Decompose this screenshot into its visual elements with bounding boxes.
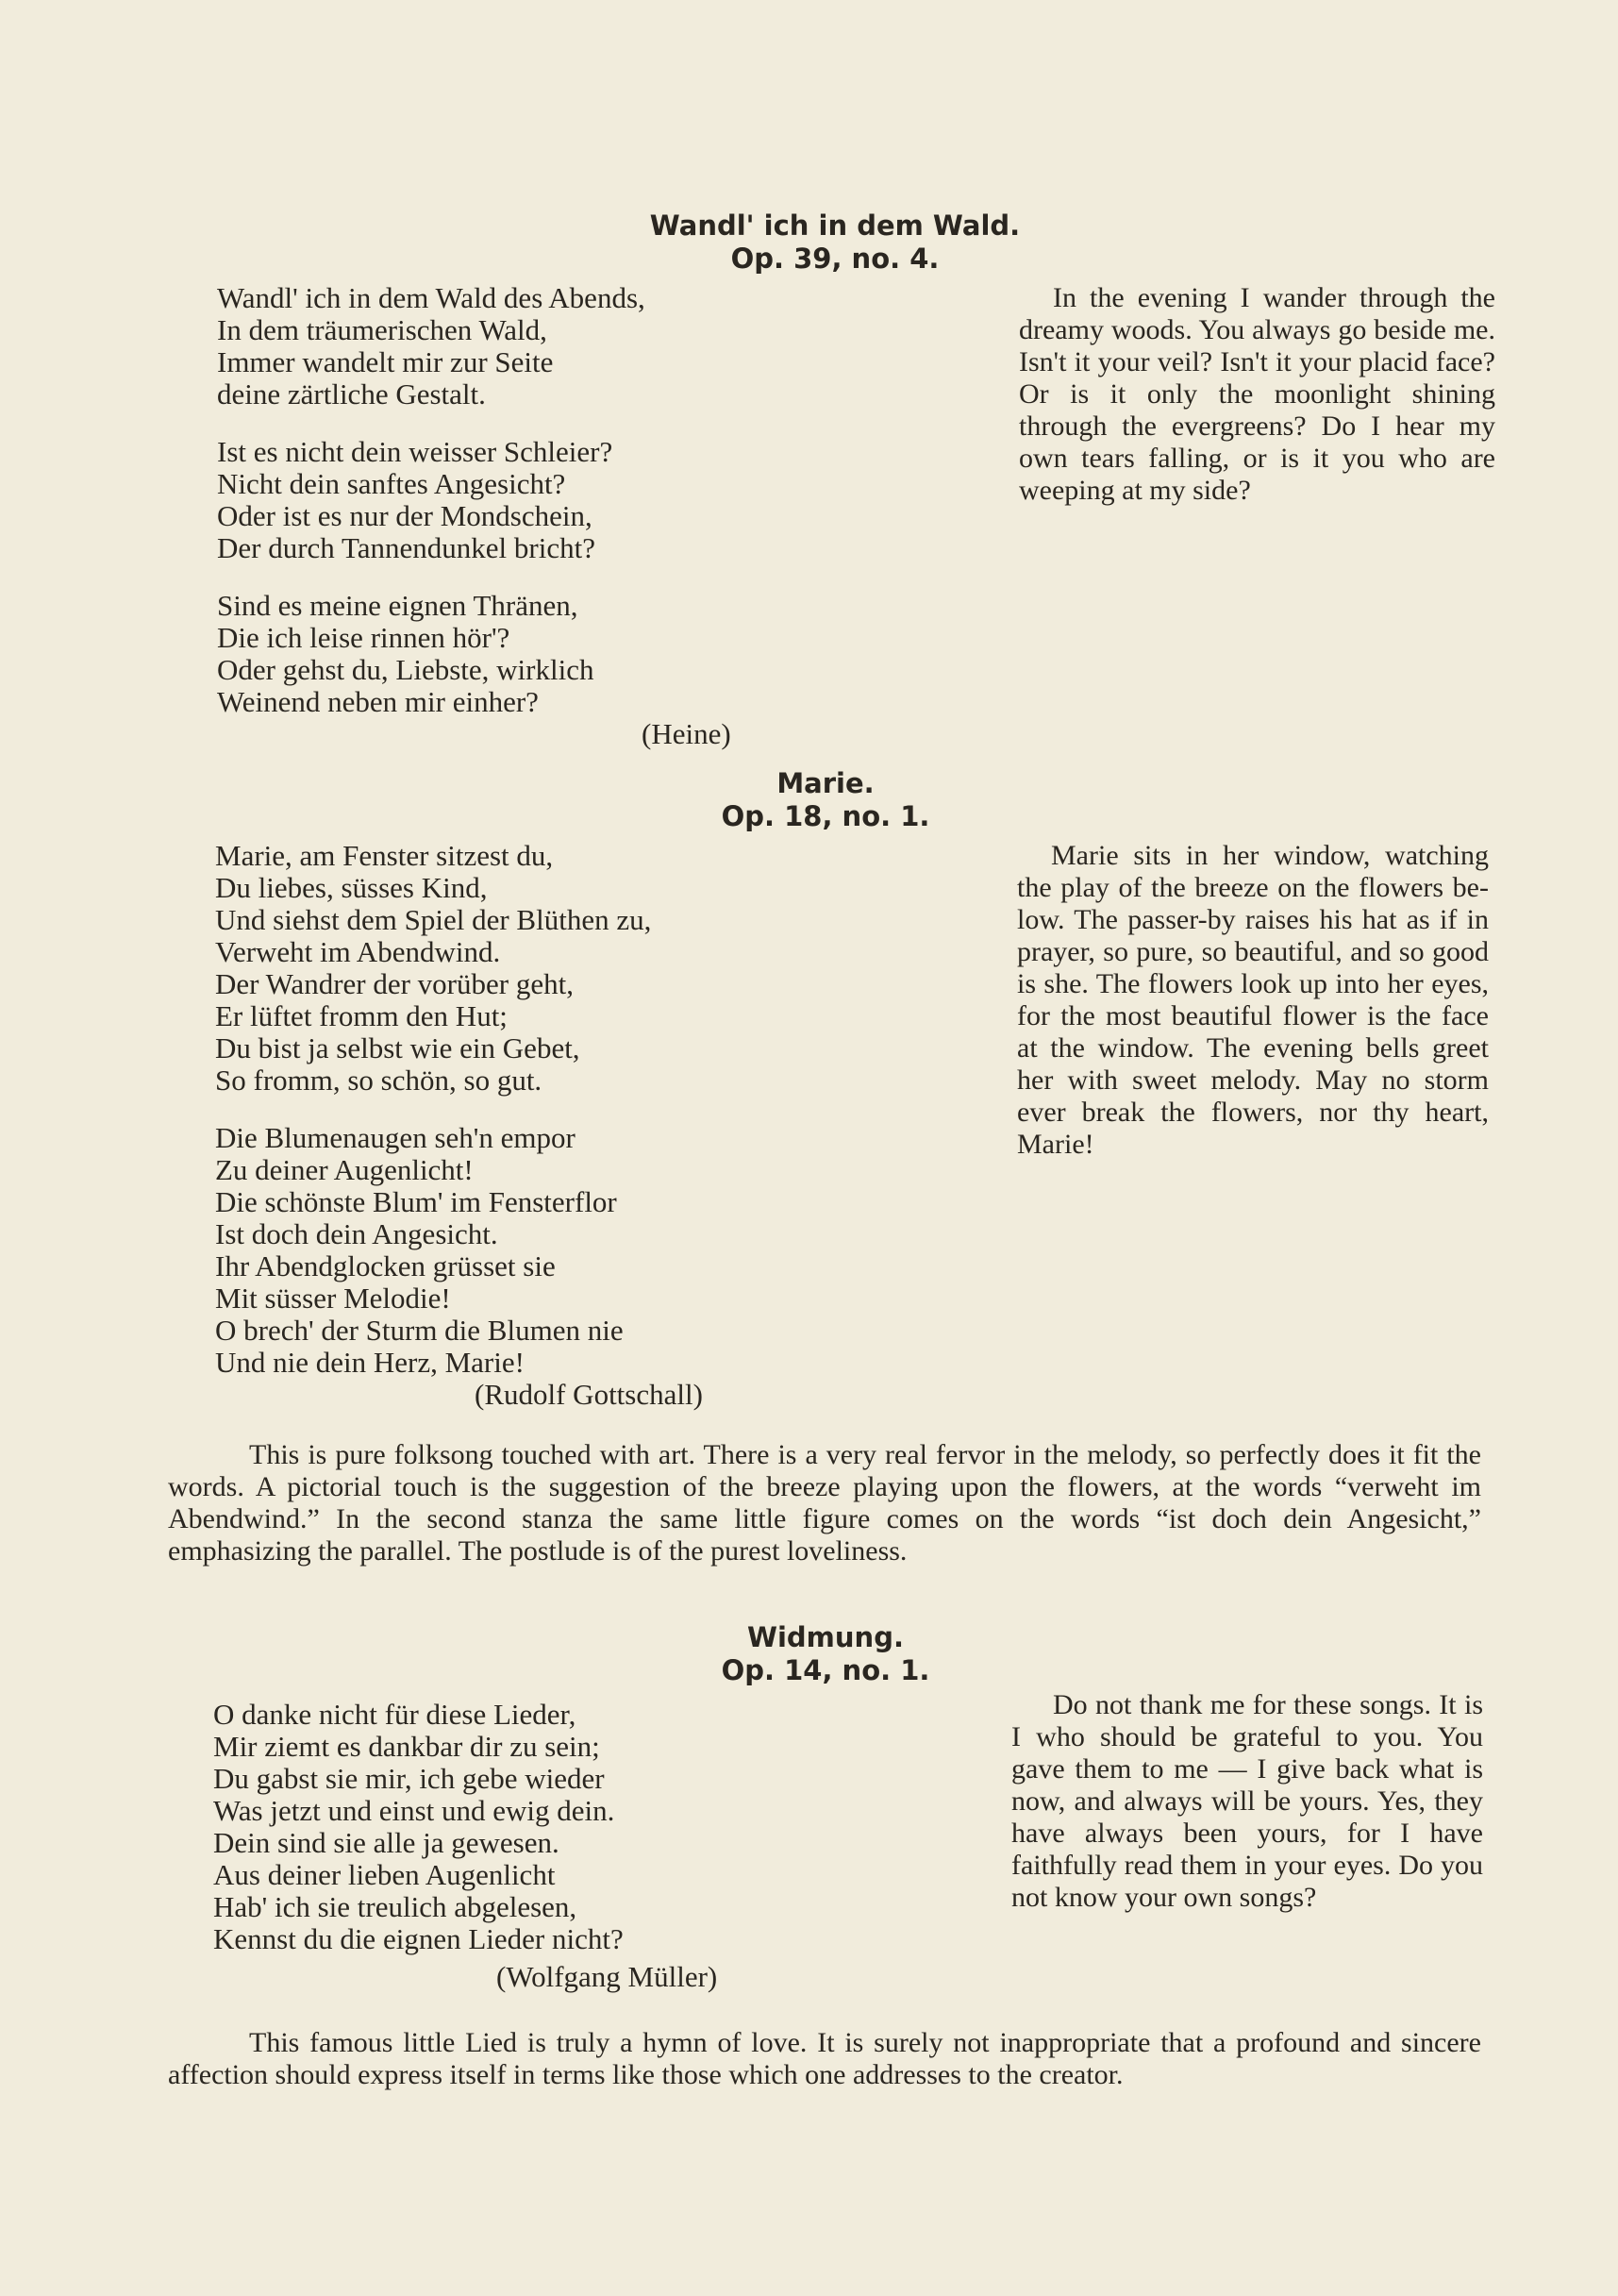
poem-line: Nicht dein sanftes Angesicht?: [217, 467, 566, 500]
poet-attribution: (Heine): [642, 717, 731, 750]
poem-line: deine zärtliche Gestalt.: [217, 377, 486, 411]
opus-number: Op. 18, no. 1.: [721, 800, 930, 832]
poem-line: Du gabst sie mir, ich gebe wieder: [213, 1762, 605, 1795]
commentary-text: This famous little Lied is truly a hymn of love. It is surely not inappropriate that a profound and sincere affection should express itself in terms like those which one addresses to the creator.: [168, 2027, 1481, 2090]
poem-line: Ihr Abendglocken grüsset sie: [215, 1249, 556, 1282]
translation-text: Marie sits in her window, watching the play of the breeze on the flowers below. The passer-by raises his hat as if in prayer, so pure, so beautiful, and so good is she. The flowers look up into her eyes, for the most beautiful flower is the face at the window. The evening bells greet her with sweet melody. May no storm ever break the flowers, nor thy heart, Marie!: [1017, 840, 1489, 1160]
poem-line: In dem träumerischen Wald,: [217, 313, 547, 346]
translation-wandl: [1019, 282, 1495, 507]
song-title-wandl: [623, 209, 1047, 276]
stanza: [217, 282, 731, 411]
song-title: Marie.: [776, 767, 875, 799]
stanza: [217, 590, 731, 718]
poem-line: Aus deiner lieben Augenlicht: [213, 1858, 556, 1891]
poem-line: Ist es nicht dein weisser Schleier?: [217, 435, 613, 468]
poem-line: Marie, am Fenster sitzest du,: [215, 839, 554, 872]
poem-line: Wandl' ich in dem Wald des Abends,: [217, 281, 645, 314]
poem-line: Du liebes, süsses Kind,: [215, 871, 488, 904]
poem-wandl: [217, 282, 731, 750]
song-title-widmung: [613, 1621, 1038, 1687]
poem-line: Er lüftet fromm den Hut;: [215, 999, 508, 1032]
stanza: [215, 840, 703, 1097]
opus-number: Op. 14, no. 1.: [721, 1654, 930, 1686]
poem-line: Zu deiner Augenlicht!: [215, 1153, 474, 1186]
poem-line: Verweht im Abendwind.: [215, 935, 501, 968]
poem-line: So fromm, so schön, so gut.: [215, 1064, 542, 1097]
poem-marie: [215, 840, 703, 1411]
opus-number: Op. 39, no. 4.: [730, 243, 940, 275]
poem-line: Sind es meine eignen Thränen,: [217, 589, 578, 622]
translation-text: In the evening I wander through the dreamy woods. You always go beside me. Isn't it your veil? Isn't it your placid face? Or is it only the moonlight shining through the evergreens? Do I hear my own tears falling, or is it you who are weeping at my side?: [1019, 282, 1495, 506]
poem-widmung: [213, 1699, 717, 1993]
poem-line: Die ich leise rinnen hör'?: [217, 621, 510, 654]
poem-line: Ist doch dein Angesicht.: [215, 1217, 498, 1250]
poem-line: Kennst du die eignen Lieder nicht?: [213, 1922, 624, 1955]
stanza: [213, 1699, 717, 1955]
poem-line: O brech' der Sturm die Blumen nie: [215, 1314, 624, 1347]
poem-line: Der Wandrer der vorüber geht,: [215, 967, 574, 1000]
poem-line: Hab' ich sie treulich abgelesen,: [213, 1890, 577, 1923]
poem-line: Oder gehst du, Liebste, wirklich: [217, 653, 594, 686]
poem-line: O danke nicht für diese Lieder,: [213, 1698, 576, 1731]
poem-line: Mit süsser Melodie!: [215, 1282, 451, 1315]
poem-line: Der durch Tannendunkel bricht?: [217, 531, 595, 564]
song-title: Widmung.: [747, 1621, 904, 1653]
stanza: [217, 436, 731, 564]
poem-line: Du bist ja selbst wie ein Gebet,: [215, 1031, 580, 1064]
poet-attribution: (Rudolf Gottschall): [475, 1378, 703, 1411]
poem-line: Die Blumenaugen seh'n empor: [215, 1121, 575, 1154]
commentary-marie: [168, 1439, 1481, 1567]
poem-line: Weinend neben mir einher?: [217, 685, 539, 718]
poem-line: Was jetzt und einst und ewig dein.: [213, 1794, 615, 1827]
poem-line: Immer wandelt mir zur Seite: [217, 345, 554, 378]
translation-widmung: [1011, 1689, 1483, 1914]
song-title-marie: [613, 767, 1038, 833]
translation-marie: [1017, 840, 1489, 1161]
poem-line: Oder ist es nur der Mondschein,: [217, 499, 592, 532]
poet-attribution: (Wolfgang Müller): [496, 1960, 718, 1993]
song-title: Wandl' ich in dem Wald.: [649, 209, 1021, 242]
poem-line: Mir ziemt es dankbar dir zu sein;: [213, 1730, 600, 1763]
poem-line: Und nie dein Herz, Marie!: [215, 1346, 525, 1379]
stanza: [215, 1122, 703, 1379]
poem-line: Und siehst dem Spiel der Blüthen zu,: [215, 903, 652, 936]
commentary-text: This is pure folksong touched with art. There is a very real fervor in the melody, so perfectly does it fit the words. A pictorial touch is the suggestion of the breeze playing upon the flowers, at the words “verweht im Abendwind.” In the second stanza the same little figure comes on the words “ist doch dein Angesicht,” emphasizing the parallel. The postlude is of the purest loveliness.: [168, 1439, 1481, 1567]
translation-text: Do not thank me for these songs. It is I who should be grateful to you. You gave them to me — I give back what is now, and always will be yours. Yes, they have always been yours, for I have faithfully read them in your eyes. Do you not know your own songs?: [1011, 1689, 1483, 1913]
poem-line: Die schönste Blum' im Fensterflor: [215, 1185, 617, 1218]
commentary-widmung: [168, 2027, 1481, 2091]
poem-line: Dein sind sie alle ja gewesen.: [213, 1826, 559, 1859]
